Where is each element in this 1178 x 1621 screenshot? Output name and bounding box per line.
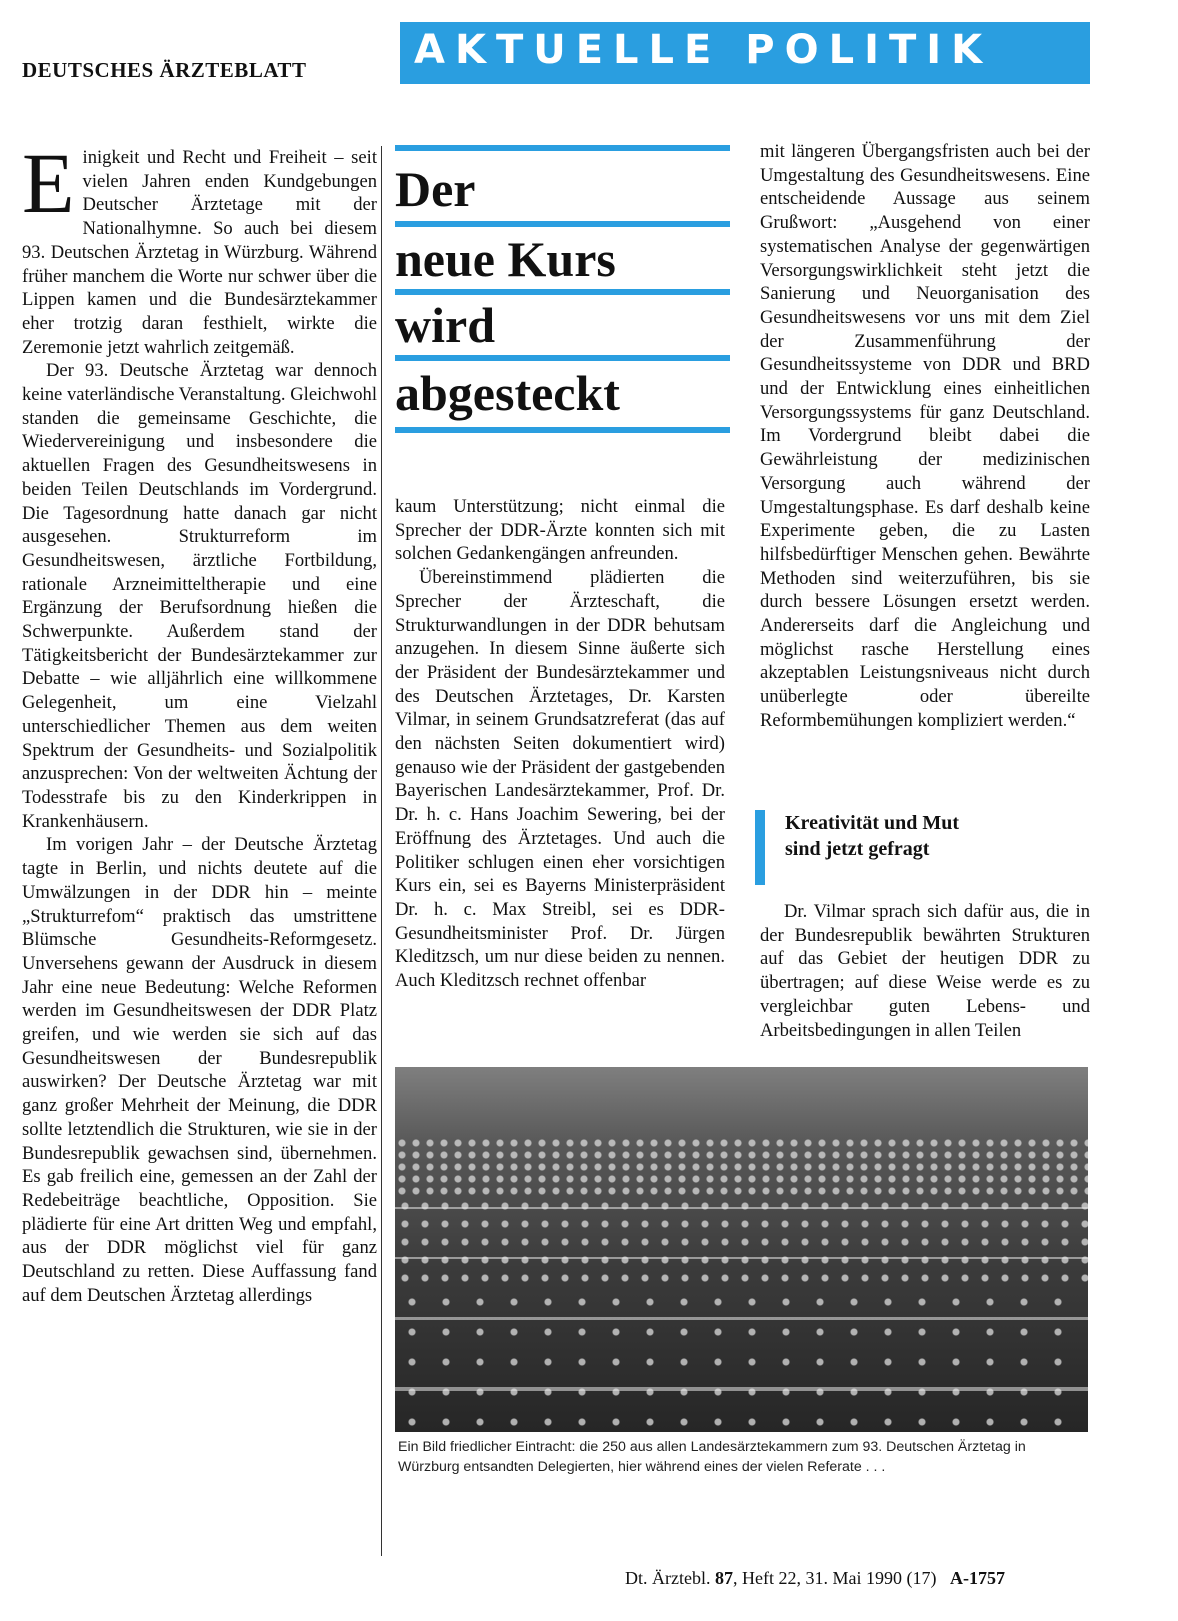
photo-crowd-far xyxy=(395,1137,1088,1197)
journal-name: Dt. Ärztebl. xyxy=(625,1568,711,1588)
photo-table-row xyxy=(395,1207,1088,1209)
photo-table-row xyxy=(395,1317,1088,1320)
paragraph: Übereinstimmend plädierten die Sprecher der Ärzteschaft, die Strukturwandlungen in der DDR behutsam anzugehen. In diesem Sinne äußerte sich der Präsident der Bundesärztekammer und des Deutschen Ärztetages, Dr. Karsten Vilmar, in seinem Grundsatzreferat (das auf den nächsten Seiten dokumentiert wird) genauso wie der Präsident der gastgebenden Bayerischen Landesärztekammer, Prof. Dr. Dr. h. c. Hans Joachim Sewering, bei der Eröffnung des Ärztetages. Und auch die Politiker schlugen einen eher vorsichtigen Kurs ein, sei es Bayerns Ministerpräsident Dr. h. c. Max Streibl, sei es DDR-Gesundheitsminister Prof. Dr. Jürgen Kleditzsch, um nur diese beiden zu nennen. Auch Kleditzsch rechnet offenbar xyxy=(395,567,725,992)
subheading-bar xyxy=(755,810,765,885)
article-column-3 xyxy=(760,140,1090,800)
drop-cap: E xyxy=(22,146,75,231)
headline-rule xyxy=(395,427,730,433)
photo-crowd-mid xyxy=(395,1197,1088,1287)
headline-line-3: wird xyxy=(395,297,495,353)
masthead: DEUTSCHES ÄRZTEBLATT xyxy=(22,58,307,82)
article-column-2 xyxy=(395,495,725,1055)
paragraph: Im vorigen Jahr – der Deutsche Ärztetag tagte in Berlin, und nichts deutete auf die Umwälzungen in der DDR hin – meinte „Strukturrefom“ praktisch das umstrittene Blümsche Gesundheits-Reformgesetz. Unversehens gewann der Ausdruck in diesem Jahr eine neue Bedeutung: Welche Reformen werden im Gesundheitswesen der DDR Platz greifen, und wie werden sie sich auf das Gesundheitswesen der Bundesrepublik auswirken? Der Deutsche Ärztetag war mit ganz großer Mehrheit der Meinung, die DDR sollte letztendlich die Strukturen, wie sie in der Bundesrepublik gewachsen sind, übernehmen. Es gab freilich eine, gemessen an der Zahl der Redebeiträge beachtliche, Opposition. Sie plädierte für eine Art dritten Weg und empfahl, aus der DDR möglichst viel für ganz Deutschland zu retten. Diese Auffassung fand auf dem Deutschen Ärztetag allerdings xyxy=(22,834,377,1306)
subheading-line-1: Kreativität und Mut xyxy=(785,812,960,834)
subheading-line-2: sind jetzt gefragt xyxy=(785,838,930,860)
headline-line-4: abgesteckt xyxy=(395,365,620,421)
headline-line-1: Der xyxy=(395,161,476,217)
page-footer xyxy=(625,1568,1005,1589)
headline-block xyxy=(395,145,730,445)
article-column-3-continued xyxy=(760,900,1090,1050)
page-number: A-1757 xyxy=(949,1568,1005,1588)
photo-crowd-near xyxy=(395,1287,1088,1427)
section-banner: AKTUELLE POLITIK xyxy=(400,22,1090,84)
issue-info: , Heft 22, 31. Mai 1990 (17) xyxy=(732,1568,937,1588)
headline-rule xyxy=(395,221,730,227)
delegates-photo xyxy=(395,1067,1088,1432)
headline-rule xyxy=(395,145,730,151)
photo-table-row xyxy=(395,1257,1088,1259)
photo-table-row xyxy=(395,1387,1088,1391)
headline-rule xyxy=(395,289,730,295)
headline-line-2: neue Kurs xyxy=(395,231,616,287)
lead-text: inigkeit und Recht und Freiheit – seit vielen Jahren enden Kundgebungen Deutscher Ärztetage mit der Nationalhymne. So auch bei diesem 93. Deutschen Ärztetag in Würzburg. Während früher manchem die Worte nur schwer über die Lippen kamen und die Bundesärztekammer eher trotzig daran festhielt, wirkte die Zeremonie jetzt wahrlich zeitgemäß. xyxy=(22,147,377,358)
paragraph: Dr. Vilmar sprach sich dafür aus, die in der Bundesrepublik bewährten Strukturen auf das Gebiet der heutigen DDR zu übertragen; auf diese Weise werde es zu vergleichbar guten Lebens- und Arbeitsbedingungen in allen Teilen xyxy=(760,901,1090,1041)
paragraph: Der 93. Deutsche Ärztetag war dennoch keine vaterländische Veranstaltung. Gleichwohl standen die gemeinsame Geschichte, die Wiedervereinigung und insbesondere die aktuellen Fragen des Gesundheitswesens in beiden Teilen Deutschlands im Vordergrund. Die Tagesordnung hatte danach gar nicht ausgesehen. Strukturreform im Gesundheitswesen, ärztliche Fortbildung, rationale Arzneimitteltherapie und eine Ergänzung der Berufsordnung hießen die Schwerpunkte. Außerdem stand der Tätigkeitsbericht der Bundesärztekammer zur Debatte – wie alljährlich eine willkommene Gelegenheit, um eine Vielzahl unterschiedlicher Themen aus dem weiten Spektrum der Gesundheits- und Sozialpolitik anzusprechen: Von der weltweiten Ächtung der Todesstrafe bis zu den Kinderkrippen in Krankenhäusern. xyxy=(22,360,377,832)
paragraph: mit längeren Übergangsfristen auch bei der Umgestaltung des Gesundheitswesens. Eine entscheidende Aussage aus seinem Grußwort: „Ausgehend von einer systematischen Analyse der gegenwärtigen Versorgungswirklichkeit steht jetzt die Sanierung und Neuorganisation des Gesundheitswesens vor uns mit dem Ziel der Zusammenführung der Gesundheitssysteme von DDR und BRD und der Entwicklung eines einheitlichen Versorgungssystems für ganz Deutschland. Im Vordergrund bleibt dabei die Gewährleistung der medizinischen Versorgung auch während der Umgestaltungsphase. Es darf deshalb keine Experimente geben, die zu Lasten hilfsbedürftiger Menschen gehen. Bewährte Methoden sind weiterzuführen, bis sie durch bessere Lösungen ersetzt werden. Andererseits darf die Angleichung und möglichst rasche Herstellung eines akzeptablen Leistungsniveaus nicht durch unüberlegte oder übereilte Reformbemühungen kompliziert werden.“ xyxy=(760,141,1090,731)
headline-rule xyxy=(395,355,730,361)
subheading xyxy=(755,810,1085,885)
paragraph: kaum Unterstützung; nicht einmal die Sprecher der DDR-Ärzte konnten sich mit solchen Gedankengängen anfreunden. xyxy=(395,496,725,565)
article-column-1 xyxy=(22,146,377,1556)
column-rule xyxy=(381,146,382,1556)
lead-paragraph xyxy=(22,146,377,359)
subheading-text xyxy=(785,810,959,862)
photo-caption: Ein Bild friedlicher Eintracht: die 250 aus allen Landesärztekammern zum 93. Deutschen Ärztetag in Würzburg entsandten Delegierten, hier während eines der vielen Referate . . . xyxy=(398,1439,1026,1475)
journal-volume: 87 xyxy=(714,1568,733,1588)
